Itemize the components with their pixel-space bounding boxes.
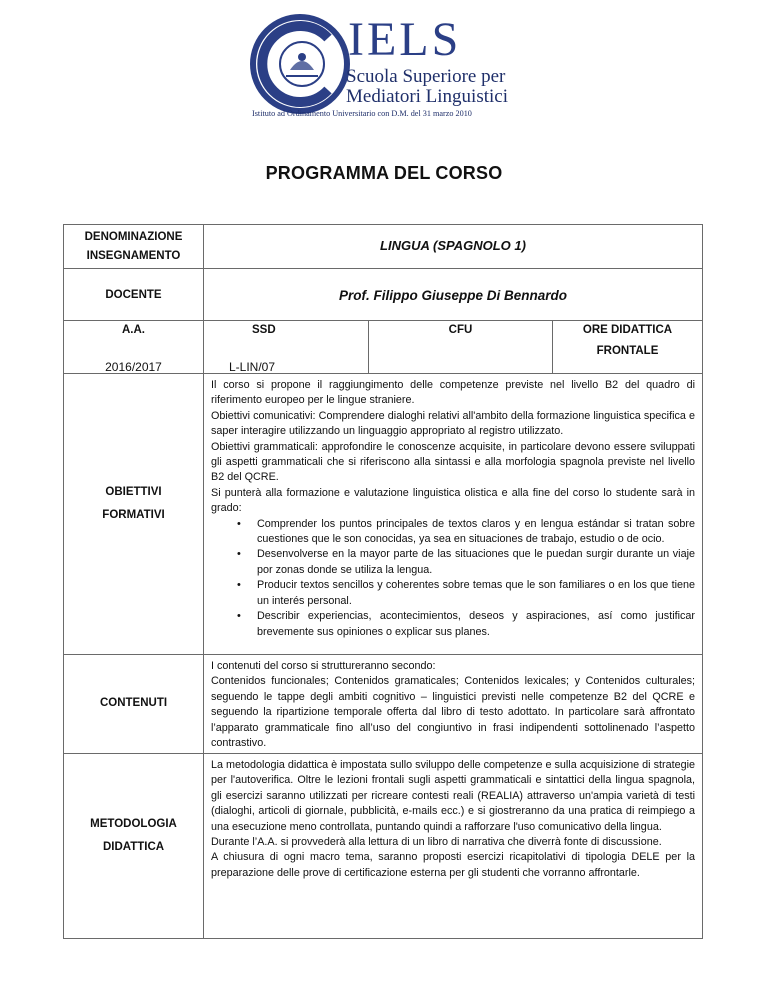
contenuti-content-cell	[203, 654, 703, 754]
insegnamento-value-cell	[203, 224, 703, 269]
metodologia-paragraph: La metodologia didattica è impostata sullo sviluppo delle competenze e sulla acquisizione di strategie per l'autoverifica. Oltre le lezioni frontali sugli aspetti grammaticali e sintattici della lingua spagnola, gli esercizi saranno utilizzati per ricreare contesti reali (REALIA) attraverso un'ampia varietà di testi (dialoghi, articoli di giornale, pubblicità, e-mails ecc.) e si giostreranno da una pratica di reimpiego a una esecuzione meno controllata, puntando quindi a rafforzare l'uso comunicativo della lingua.	[211, 759, 695, 833]
logo-school-line2: Mediatori Linguistici	[346, 86, 509, 107]
list-item: • Producir textos sencillos y coherentes sobre temas que le son familiares o en los que tiene un interés personal.	[257, 578, 695, 609]
contenuti-text	[211, 659, 695, 751]
contenuti-label: CONTENUTI	[99, 697, 168, 709]
obiettivi-label-cell	[63, 373, 204, 655]
institution-logo	[250, 14, 512, 118]
docente-label-cell	[63, 268, 204, 321]
ssd-label: SSD	[252, 324, 276, 336]
obiettivi-text	[211, 378, 695, 640]
logo-name: IELS	[348, 13, 462, 66]
metodologia-text	[211, 758, 695, 881]
aa-label: A.A.	[122, 324, 145, 336]
aa-value: 2016/2017	[105, 360, 162, 374]
ssd-value: L-LIN/07	[229, 360, 276, 374]
metodologia-content-cell	[203, 753, 703, 939]
obiettivi-paragraph: Il corso si propone il raggiungimento delle competenze previste nel livello B2 del quadro di riferimento europeo per le lingue straniere.	[211, 379, 695, 407]
docente-label: DOCENTE	[105, 289, 162, 301]
obiettivi-paragraph: Obiettivi grammaticali: approfondire le conoscenze acquisite, in particolare devono essere sviluppati gli aspetti grammaticali che si riferiscono alla sintassi e alla morfologia spagnola previste nel livello B2 del QCRE.	[211, 440, 695, 484]
metodologia-paragraph: Durante l’A.A. si provvederà alla lettura di un libro di narrativa che diverrà fonte di discussione.	[211, 836, 662, 849]
page-title: PROGRAMMA DEL CORSO	[265, 163, 503, 183]
obiettivi-paragraph: Si punterà alla formazione e valutazione linguistica olistica e alla fine del corso lo studente sarà in grado:	[211, 486, 695, 515]
insegnamento-value: LINGUA (SPAGNOLO 1)	[380, 238, 526, 253]
obiettivi-label-line2: FORMATIVI	[102, 509, 165, 521]
ore-label-line1: ORE DIDATTICA	[582, 324, 673, 336]
docente-value-cell	[203, 268, 703, 321]
contenuti-paragraph: Contenidos funcionales; Contenidos gramaticales; Contenidos lexicales; y Contenidos culturales; seguendo le tappe degli ambiti cognitivo – linguistici previsti nelle competenze B2 del QCRE e seguendo la ripartizione temporale offerta dal libro di testo adottato. In particolare sarà affrontato l’apparato grammaticale fino all’uso del congiuntivo in frasi indipendenti sottolinenado l’aspetto contrastivo.	[211, 675, 695, 750]
logo-accreditation: Istituto ad Ordinamento Universitario con D.M. del 31 marzo 2010	[252, 109, 472, 118]
insegnamento-label-cell	[63, 224, 204, 269]
list-item: • Desenvolverse en la mayor parte de las situaciones que le puedan surgir durante un viaje por zonas donde se utiliza la lengua.	[257, 547, 695, 578]
list-item: • Describir experiencias, acontecimientos, deseos y aspiraciones, así como justificar brevemente sus opiniones o explicar sus planes.	[257, 609, 695, 640]
obiettivi-bullet-list	[211, 517, 695, 640]
obiettivi-content-cell	[203, 373, 703, 655]
ssd-cell	[203, 320, 369, 374]
insegnamento-label-line1: DENOMINAZIONE	[84, 231, 183, 243]
ore-label-line2: FRONTALE	[596, 345, 659, 357]
metodologia-label-line1: METODOLOGIA	[90, 818, 177, 830]
metodologia-label-line2: DIDATTICA	[102, 841, 165, 853]
cfu-label: CFU	[448, 324, 473, 336]
contenuti-paragraph: I contenuti del corso si struttureranno secondo:	[211, 660, 436, 672]
ore-cell	[552, 320, 703, 374]
obiettivi-label-line1: OBIETTIVI	[105, 486, 162, 498]
aa-cell	[63, 320, 204, 374]
obiettivi-paragraph: Obiettivi comunicativi: Comprendere dialoghi relativi all'ambito della formazione linguistica specifica e saper interagire utilizzando un linguaggio appropriato al registro utilizzato.	[211, 409, 695, 438]
list-item: • Comprender los puntos principales de textos claros y en lengua estándar si tratan sobre cuestiones que le son conocidas, ya sea en situaciones de trabajo, estudio o de ocio.	[257, 517, 695, 548]
logo-school-line1: Scuola Superiore per	[346, 66, 506, 87]
docente-value: Prof. Filippo Giuseppe Di Bennardo	[338, 288, 567, 303]
metodologia-label-cell	[63, 753, 204, 939]
contenuti-label-cell	[63, 654, 204, 754]
insegnamento-label-line2: INSEGNAMENTO	[86, 250, 181, 262]
logo-emblem-icon	[250, 14, 350, 114]
cfu-cell	[368, 320, 553, 374]
metodologia-paragraph: A chiusura di ogni macro tema, saranno proposti esercizi ricapitolativi di tipologia DELE per la preparazione delle prove di certificazione esterna per gli studenti che vorranno affrontarle.	[211, 851, 695, 879]
